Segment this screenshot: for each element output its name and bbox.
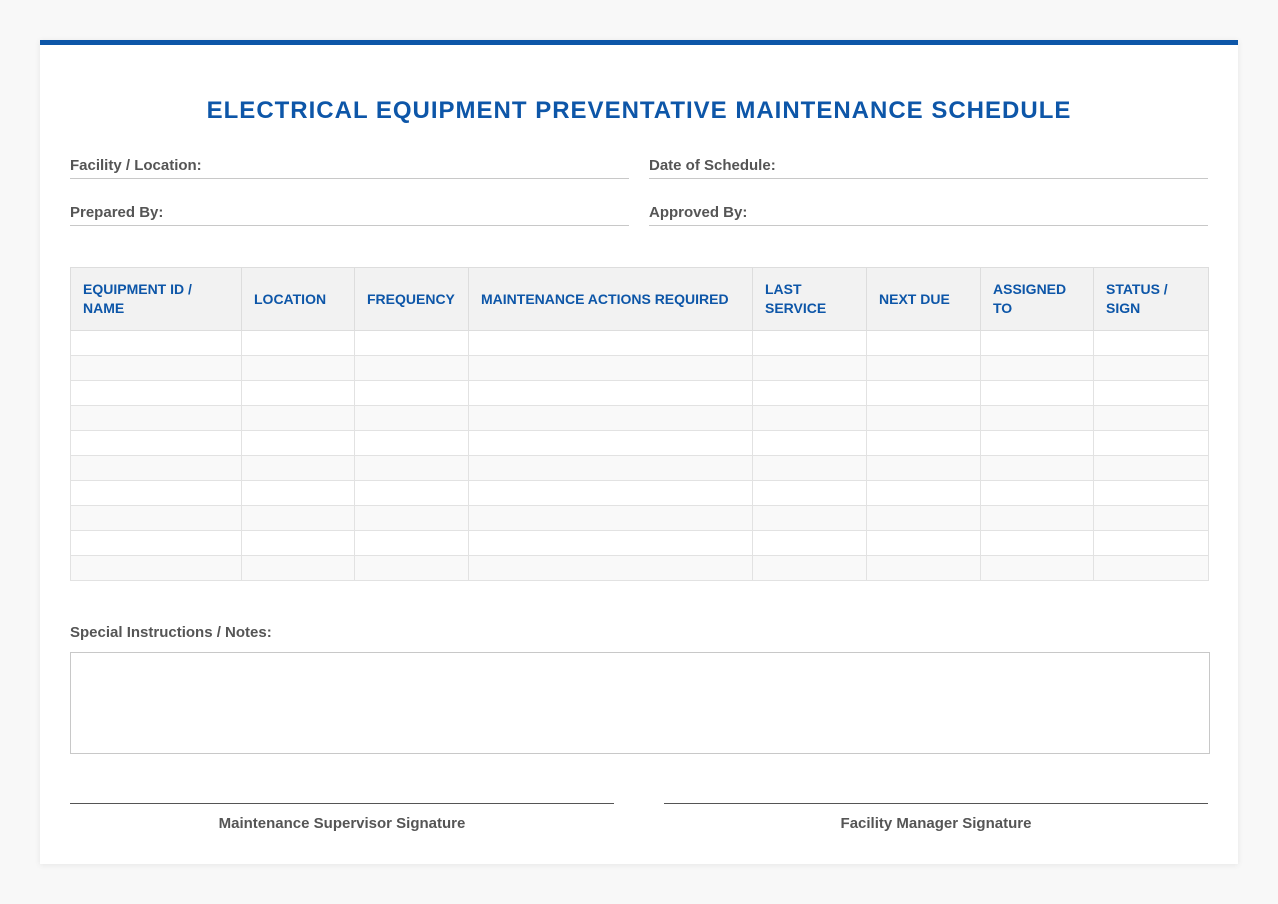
table-cell[interactable] — [71, 406, 242, 431]
table-cell[interactable] — [242, 381, 355, 406]
table-cell[interactable] — [469, 556, 753, 581]
table-cell[interactable] — [355, 456, 469, 481]
table-cell[interactable] — [981, 481, 1094, 506]
table-cell[interactable] — [981, 356, 1094, 381]
table-cell[interactable] — [867, 331, 981, 356]
table-cell[interactable] — [753, 356, 867, 381]
table-cell[interactable] — [981, 331, 1094, 356]
table-cell[interactable] — [355, 331, 469, 356]
table-cell[interactable] — [981, 531, 1094, 556]
table-cell[interactable] — [71, 556, 242, 581]
table-cell[interactable] — [753, 506, 867, 531]
table-cell[interactable] — [355, 531, 469, 556]
column-header-maintenance-actions: MAINTENANCE ACTIONS REQUIRED — [469, 268, 753, 331]
table-cell[interactable] — [1094, 331, 1209, 356]
date-of-schedule-label: Date of Schedule: — [649, 157, 776, 174]
notes-textarea[interactable] — [70, 652, 1210, 754]
table-row — [71, 406, 1209, 431]
table-cell[interactable] — [242, 331, 355, 356]
table-cell[interactable] — [242, 356, 355, 381]
table-cell[interactable] — [1094, 381, 1209, 406]
table-cell[interactable] — [867, 431, 981, 456]
table-cell[interactable] — [242, 506, 355, 531]
table-cell[interactable] — [355, 356, 469, 381]
facility-location-label: Facility / Location: — [70, 157, 202, 174]
table-cell[interactable] — [753, 406, 867, 431]
table-row — [71, 431, 1209, 456]
approved-by-label: Approved By: — [649, 204, 748, 221]
table-cell[interactable] — [1094, 506, 1209, 531]
table-header-row — [71, 268, 1209, 331]
table-cell[interactable] — [242, 556, 355, 581]
table-cell[interactable] — [867, 381, 981, 406]
supervisor-signature-label: Maintenance Supervisor Signature — [218, 815, 466, 832]
table-cell[interactable] — [469, 356, 753, 381]
table-cell[interactable] — [1094, 406, 1209, 431]
table-cell[interactable] — [355, 481, 469, 506]
table-cell[interactable] — [867, 406, 981, 431]
table-cell[interactable] — [242, 481, 355, 506]
table-cell[interactable] — [71, 381, 242, 406]
manager-signature-label: Facility Manager Signature — [840, 815, 1032, 832]
table-cell[interactable] — [1094, 556, 1209, 581]
table-cell[interactable] — [242, 406, 355, 431]
table-cell[interactable] — [1094, 356, 1209, 381]
page-title: ELECTRICAL EQUIPMENT PREVENTATIVE MAINTENANCE SCHEDULE — [206, 97, 1072, 124]
table-cell[interactable] — [867, 356, 981, 381]
table-row — [71, 531, 1209, 556]
table-cell[interactable] — [867, 506, 981, 531]
table-cell[interactable] — [1094, 531, 1209, 556]
table-cell[interactable] — [981, 406, 1094, 431]
maintenance-schedule-table — [70, 267, 1209, 581]
prepared-by-label: Prepared By: — [70, 204, 164, 221]
table-cell[interactable] — [867, 481, 981, 506]
table-cell[interactable] — [981, 456, 1094, 481]
column-header-next-due: NEXT DUE — [867, 268, 981, 331]
table-cell[interactable] — [753, 431, 867, 456]
table-cell[interactable] — [753, 481, 867, 506]
column-header-location: LOCATION — [242, 268, 355, 331]
facility-location-field[interactable] — [70, 157, 629, 179]
table-cell[interactable] — [242, 456, 355, 481]
table-row — [71, 481, 1209, 506]
table-cell[interactable] — [753, 456, 867, 481]
table-cell[interactable] — [1094, 481, 1209, 506]
manager-signature-line[interactable] — [664, 803, 1208, 832]
column-header-assigned-to: ASSIGNED TO — [981, 268, 1094, 331]
table-cell[interactable] — [71, 431, 242, 456]
table-cell[interactable] — [469, 381, 753, 406]
date-of-schedule-field[interactable] — [649, 157, 1208, 179]
table-cell[interactable] — [355, 381, 469, 406]
prepared-by-field[interactable] — [70, 204, 629, 226]
table-cell[interactable] — [1094, 456, 1209, 481]
table-cell[interactable] — [71, 356, 242, 381]
table-cell[interactable] — [469, 481, 753, 506]
table-cell[interactable] — [469, 531, 753, 556]
table-cell[interactable] — [753, 556, 867, 581]
table-row — [71, 356, 1209, 381]
table-cell[interactable] — [71, 506, 242, 531]
table-cell[interactable] — [867, 531, 981, 556]
table-cell[interactable] — [469, 456, 753, 481]
table-cell[interactable] — [242, 531, 355, 556]
table-row — [71, 381, 1209, 406]
table-cell[interactable] — [753, 331, 867, 356]
table-cell[interactable] — [1094, 431, 1209, 456]
table-row — [71, 456, 1209, 481]
table-cell[interactable] — [981, 506, 1094, 531]
table-cell[interactable] — [469, 406, 753, 431]
table-cell[interactable] — [242, 431, 355, 456]
table-cell[interactable] — [355, 431, 469, 456]
table-cell[interactable] — [753, 531, 867, 556]
table-cell[interactable] — [753, 381, 867, 406]
table-row — [71, 556, 1209, 581]
table-row — [71, 331, 1209, 356]
table-cell[interactable] — [867, 456, 981, 481]
table-cell[interactable] — [71, 531, 242, 556]
table-cell[interactable] — [71, 456, 242, 481]
table-cell[interactable] — [981, 556, 1094, 581]
column-header-status-sign: STATUS / SIGN — [1094, 268, 1209, 331]
table-cell[interactable] — [355, 556, 469, 581]
column-header-last-service: LAST SERVICE — [753, 268, 867, 331]
notes-label: Special Instructions / Notes: — [70, 624, 272, 641]
table-cell[interactable] — [981, 381, 1094, 406]
approved-by-field[interactable] — [649, 204, 1208, 226]
column-header-frequency: FREQUENCY — [355, 268, 469, 331]
table-cell[interactable] — [469, 431, 753, 456]
table-cell[interactable] — [71, 331, 242, 356]
table-cell[interactable] — [867, 556, 981, 581]
table-cell[interactable] — [469, 506, 753, 531]
supervisor-signature-line[interactable] — [70, 803, 614, 832]
table-cell[interactable] — [469, 331, 753, 356]
column-header-equipment-id: EQUIPMENT ID / NAME — [71, 268, 242, 331]
table-cell[interactable] — [981, 431, 1094, 456]
table-row — [71, 506, 1209, 531]
form-sheet — [40, 40, 1238, 864]
table-cell[interactable] — [355, 506, 469, 531]
table-cell[interactable] — [71, 481, 242, 506]
table-cell[interactable] — [355, 406, 469, 431]
